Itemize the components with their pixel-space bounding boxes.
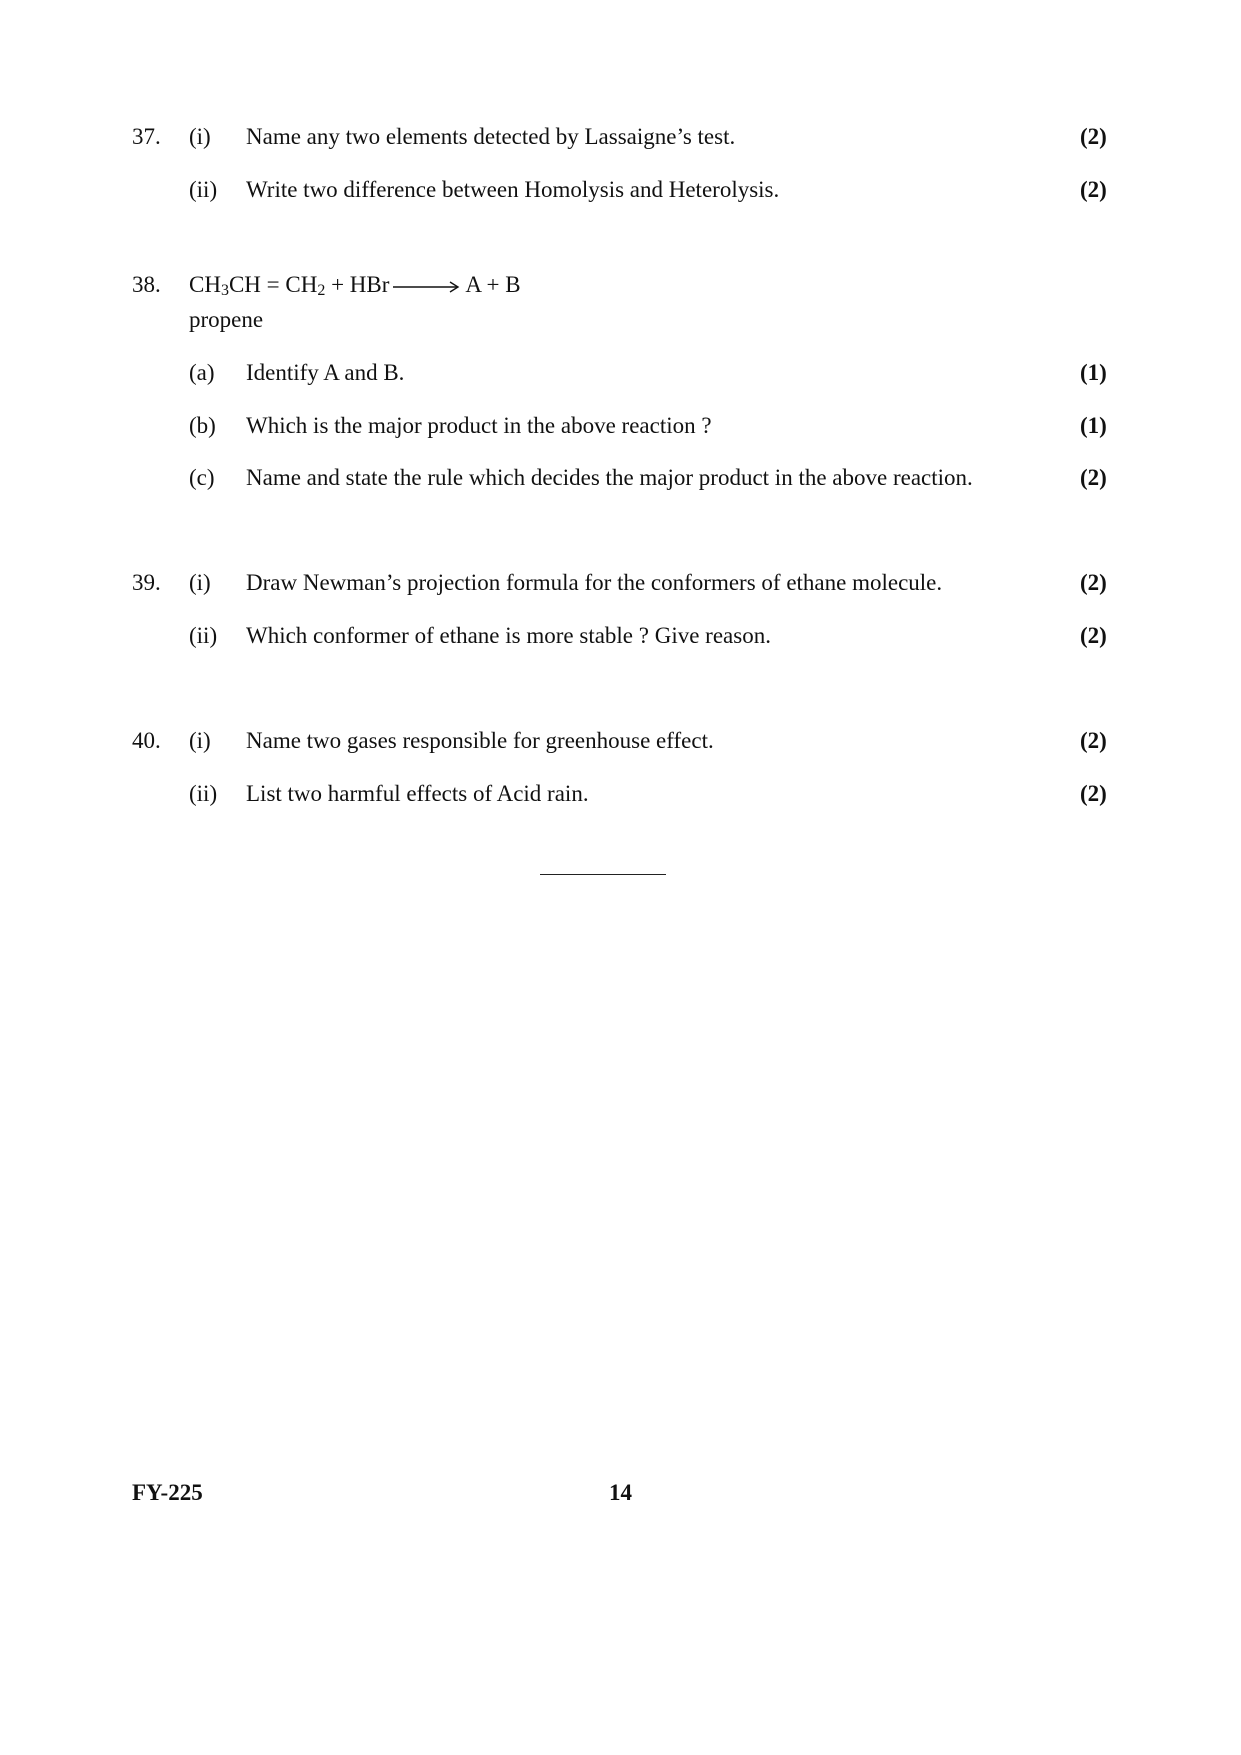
marks: (2) — [1080, 465, 1107, 490]
part-label: (i) — [189, 570, 211, 595]
part-label: (a) — [189, 360, 215, 385]
marks: (2) — [1080, 177, 1107, 202]
page-number: 14 — [609, 1480, 632, 1505]
part-text: List two harmful effects of Acid rain. — [246, 781, 589, 806]
marks: (2) — [1080, 623, 1107, 648]
part-label: (ii) — [189, 177, 218, 202]
part-text: Name any two elements detected by Lassaigne’s test. — [246, 124, 736, 149]
marks: (1) — [1080, 360, 1107, 385]
eq-term: CH = CH — [228, 272, 318, 297]
question-number: 37. — [132, 124, 161, 149]
reaction-arrow-icon — [391, 277, 463, 297]
end-of-questions-divider — [540, 874, 666, 875]
eq-subscript: 3 — [220, 282, 229, 299]
question-number: 40. — [132, 728, 161, 753]
eq-products: A + B — [465, 272, 521, 297]
part-text: Name two gases responsible for greenhouse effect. — [246, 728, 714, 753]
part-label: (c) — [189, 465, 215, 490]
eq-term: + HBr — [325, 272, 390, 297]
paper-code: FY-225 — [132, 1480, 203, 1505]
question-number: 38. — [132, 272, 161, 297]
question-number: 39. — [132, 570, 161, 595]
eq-term: CH — [189, 272, 221, 297]
marks: (1) — [1080, 413, 1107, 438]
part-text: Name and state the rule which decides the major product in the above reaction. — [246, 465, 973, 490]
part-label: (b) — [189, 413, 216, 438]
part-text: Write two difference between Homolysis and Heterolysis. — [246, 177, 780, 202]
part-label: (ii) — [189, 781, 218, 806]
part-label: (ii) — [189, 623, 218, 648]
reactant-name: propene — [189, 307, 264, 332]
part-text: Which is the major product in the above reaction ? — [246, 413, 712, 438]
eq-subscript: 2 — [317, 282, 326, 299]
part-text: Identify A and B. — [246, 360, 405, 385]
marks: (2) — [1080, 570, 1107, 595]
part-text: Draw Newman’s projection formula for the conformers of ethane molecule. — [246, 570, 943, 595]
part-text: Which conformer of ethane is more stable ? Give reason. — [246, 623, 771, 648]
reaction-equation — [189, 272, 521, 298]
part-label: (i) — [189, 124, 211, 149]
marks: (2) — [1080, 124, 1107, 149]
marks: (2) — [1080, 781, 1107, 806]
marks: (2) — [1080, 728, 1107, 753]
part-label: (i) — [189, 728, 211, 753]
